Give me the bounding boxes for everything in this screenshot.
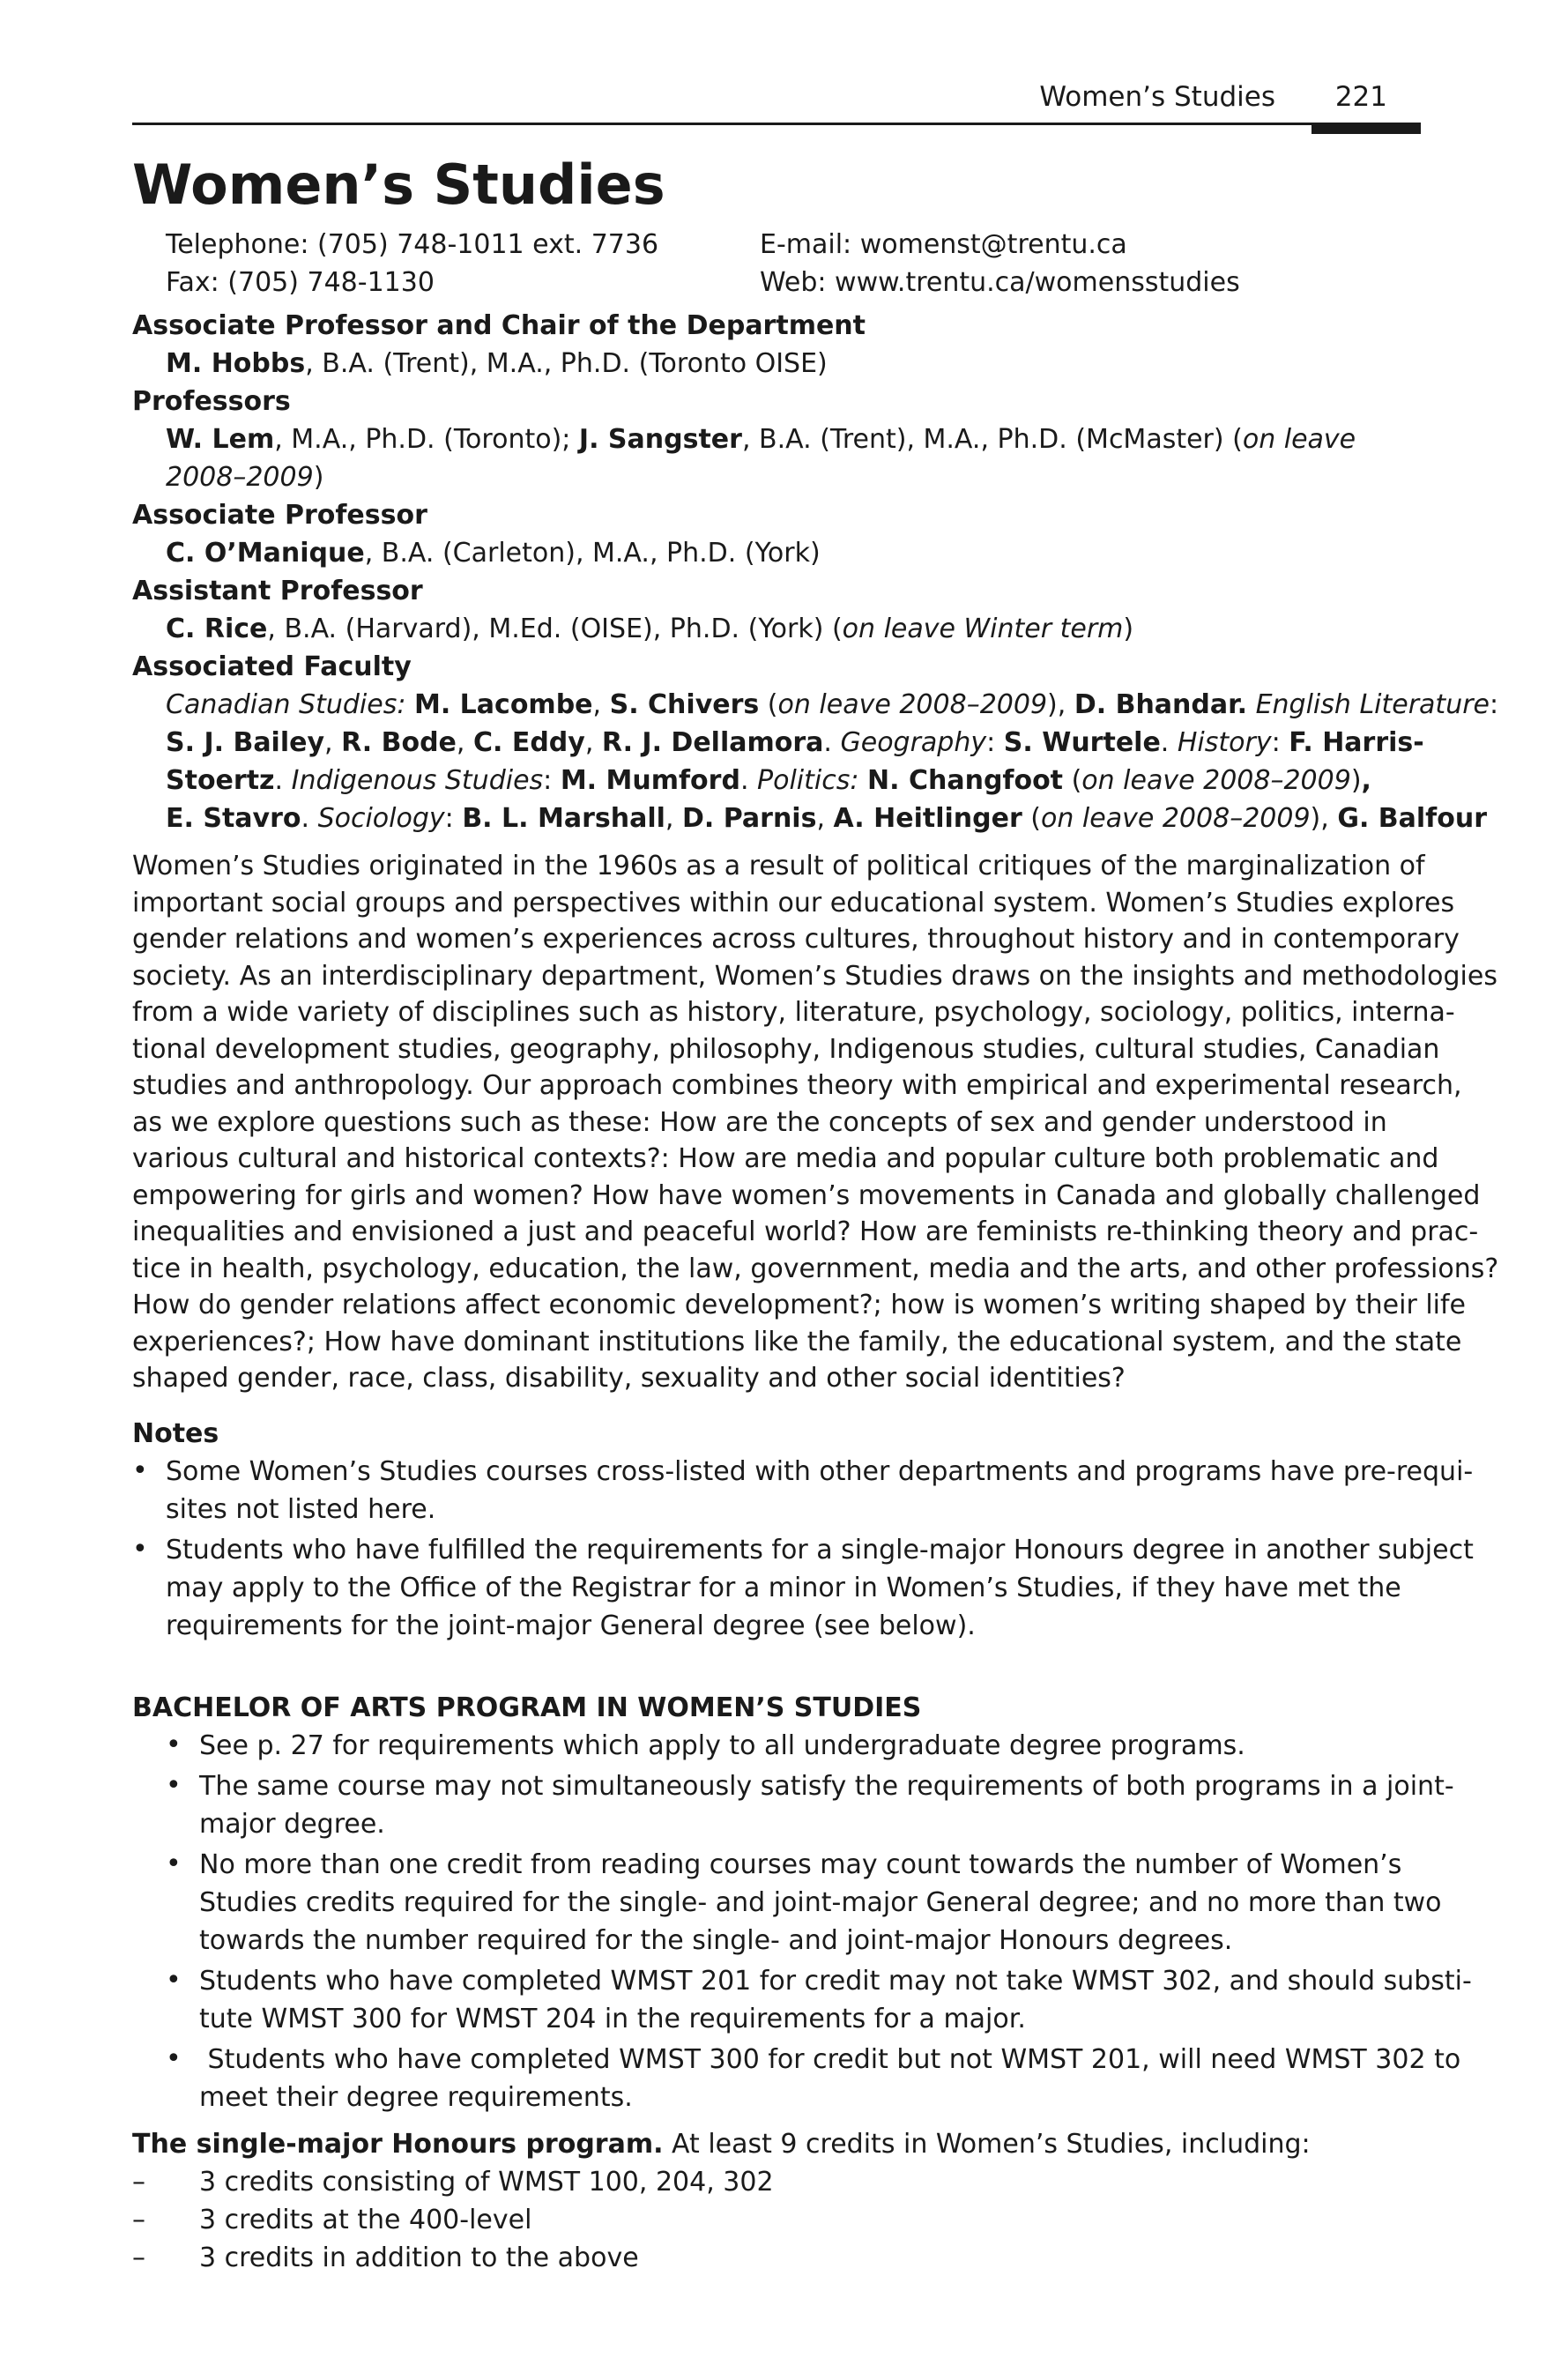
header-rule xyxy=(132,123,1421,125)
note-line: may apply to the Office of the Registrar for a minor in Women’s Studies, if they have met the xyxy=(166,1572,1401,1603)
page-content xyxy=(132,146,1499,2277)
honours-requirement-item xyxy=(132,2239,1421,2277)
faculty-name: G. Balfour xyxy=(1337,803,1488,834)
paren: ) xyxy=(1123,614,1134,644)
dash-icon: – xyxy=(132,2204,145,2235)
associated-faculty-line-4: E. Stavro. Sociology: B. L. Marshall, D. Parnis, A. Heitlinger (on leave 2008–2009), G. Balfour xyxy=(166,803,1488,834)
faculty-name: N. Changfoot xyxy=(867,765,1064,796)
discipline-label: Sociology xyxy=(317,803,445,834)
leave-note: on leave xyxy=(1242,424,1356,455)
honours-requirement-text: 3 credits at the 400-level xyxy=(199,2204,532,2235)
professors-entry-line-1 xyxy=(132,420,1421,458)
requirement-item xyxy=(166,2041,1461,2116)
faculty-name: S. Wurtele xyxy=(1003,727,1161,758)
requirement-line: meet their degree requirements. xyxy=(199,2081,633,2113)
dash-icon: – xyxy=(132,2242,145,2273)
requirement-item xyxy=(166,1767,1454,1843)
contact-block xyxy=(132,229,1421,307)
requirement-item xyxy=(166,1962,1472,2038)
running-head xyxy=(132,76,1421,122)
chair-entry xyxy=(132,345,1421,383)
bullet-icon: • xyxy=(166,1848,182,1879)
honours-requirement-text: 3 credits in addition to the above xyxy=(199,2242,639,2273)
faculty-name: A. Heitlinger xyxy=(833,803,1022,834)
associate-professor-entry xyxy=(132,534,1421,572)
discipline-label: Geography xyxy=(840,727,987,758)
discipline-label: History xyxy=(1177,727,1272,758)
faculty-name: D. Bhandar. xyxy=(1074,689,1248,720)
faculty-name: M. Lacombe xyxy=(413,689,593,720)
paragraph-line: inequalities and envisioned a just and peaceful world? How are feminists re-thinking theory and prac- xyxy=(132,1216,1479,1247)
associated-faculty-line-2: S. J. Bailey, R. Bode, C. Eddy, R. J. Dellamora. Geography: S. Wurtele. History: F. Harris- xyxy=(166,727,1424,758)
honours-requirement-item xyxy=(132,2163,1421,2201)
professors-entry-line-2 xyxy=(132,458,1421,496)
paragraph-line: shaped gender, race, class, disability, sexuality and other social identities? xyxy=(132,1363,1126,1394)
leave-years: 2008–2009 xyxy=(166,462,314,493)
associated-faculty-line-3: Stoertz. Indigenous Studies: M. Mumford. Politics: N. Changfoot (on leave 2008–2009), xyxy=(166,765,1371,796)
leave-note: on leave 2008–2009 xyxy=(1041,803,1311,834)
associated-faculty-heading: Associated Faculty xyxy=(132,651,412,682)
requirement-line: Students who have completed WMST 300 for credit but not WMST 201, will need WMST 302 to xyxy=(199,2043,1461,2075)
requirement-line: Studies credits required for the single- and joint-major General degree; and no more than two xyxy=(199,1886,1442,1918)
paragraph-line: experiences?; How have dominant institutions like the family, the educational system, and the state xyxy=(132,1326,1462,1357)
professors-heading: Professors xyxy=(132,386,291,417)
bullet-icon: • xyxy=(166,1729,182,1760)
faculty-name: Stoertz xyxy=(166,765,275,796)
bullet-icon: • xyxy=(132,1454,148,1486)
requirement-item xyxy=(166,1846,1442,1960)
honours-program-summary: At least 9 credits in Women’s Studies, including: xyxy=(663,2128,1311,2160)
chair-role-heading: Associate Professor and Chair of the Department xyxy=(132,310,866,341)
dash-icon: – xyxy=(132,2166,145,2198)
assistant-professor-heading: Assistant Professor xyxy=(132,576,423,606)
paragraph-line: Women’s Studies originated in the 1960s as a result of political critiques of the marginalization of xyxy=(132,851,1425,881)
faculty-name: E. Stavro xyxy=(166,803,301,834)
professor-name: W. Lem xyxy=(166,424,275,455)
discipline-label: Politics: xyxy=(757,765,859,796)
assistant-professor-credentials: , B.A. (Harvard), M.Ed. (OISE), Ph.D. (York) ( xyxy=(267,614,843,644)
email: E-mail: womenst@trentu.ca xyxy=(760,229,1127,260)
paragraph-line: from a wide variety of disciplines such as history, literature, psychology, sociology, politics, interna- xyxy=(132,997,1455,1028)
faculty-name: S. J. Bailey xyxy=(166,727,325,758)
fax: Fax: (705) 748-1130 xyxy=(166,267,435,298)
note-line: Students who have fulfilled the requirements for a single-major Honours degree in another subject xyxy=(166,1534,1474,1566)
paragraph-line: as we explore questions such as these: How are the concepts of sex and gender understood in xyxy=(132,1106,1387,1138)
bullet-icon: • xyxy=(166,1964,182,1996)
web-address: Web: www.trentu.ca/womensstudies xyxy=(760,267,1240,298)
note-line: requirements for the joint-major General degree (see below). xyxy=(166,1610,976,1641)
faculty-name: S. Chivers xyxy=(609,689,760,720)
paragraph-line: empowering for girls and women? How have women’s movements in Canada and globally challenged xyxy=(132,1179,1481,1211)
requirement-line: tute WMST 300 for WMST 204 in the requirements for a major. xyxy=(199,2003,1026,2034)
chair-name: M. Hobbs xyxy=(166,348,306,379)
faculty-name: M. Mumford xyxy=(560,765,740,796)
chair-credentials: , B.A. (Trent), M.A., Ph.D. (Toronto OISE) xyxy=(305,348,828,379)
paragraph-line: society. As an interdisciplinary department, Women’s Studies draws on the insights and methodologies xyxy=(132,960,1497,992)
associate-professor-heading: Associate Professor xyxy=(132,500,427,531)
professor-credentials: , B.A. (Trent), M.A., Ph.D. (McMaster) ( xyxy=(741,424,1243,455)
bullet-icon: • xyxy=(132,1533,148,1565)
page-number: 221 xyxy=(1334,81,1387,113)
honours-requirement-text: 3 credits consisting of WMST 100, 204, 302 xyxy=(199,2166,774,2198)
paragraph-line: important social groups and perspectives within our educational system. Women’s Studies explores xyxy=(132,887,1455,919)
paragraph-line: tice in health, psychology, education, the law, government, media and the arts, and other professions? xyxy=(132,1253,1499,1284)
honours-program-lead xyxy=(132,2125,1421,2163)
leave-note: on leave 2008–2009 xyxy=(1081,765,1351,796)
discipline-label: English Literature xyxy=(1255,689,1490,720)
leave-note: on leave 2008–2009 xyxy=(777,689,1048,720)
running-head-section: Women’s Studies xyxy=(1039,81,1275,113)
paragraph-line: How do gender relations affect economic development?; how is women’s writing shaped by their life xyxy=(132,1290,1467,1320)
ba-program-heading: BACHELOR OF ARTS PROGRAM IN WOMEN’S STUDIES xyxy=(132,1692,922,1723)
honours-requirement-item xyxy=(132,2201,1421,2239)
honours-requirements-list xyxy=(132,2163,1421,2277)
faculty-name: F. Harris- xyxy=(1289,727,1424,758)
associated-faculty-line-1: Canadian Studies: M. Lacombe, S. Chivers (on leave 2008–2009), D. Bhandar. English Literature: xyxy=(166,689,1499,720)
ba-program-list xyxy=(132,1727,1472,2116)
professor-credentials: , M.A., Ph.D. (Toronto); xyxy=(274,424,579,455)
faculty-name: C. Eddy xyxy=(472,727,585,758)
discipline-label: Canadian Studies: xyxy=(166,689,406,720)
assistant-professor-name: C. Rice xyxy=(166,614,268,644)
requirement-item xyxy=(166,1727,1421,1765)
note-line: sites not listed here. xyxy=(166,1493,436,1525)
note-item xyxy=(132,1453,1474,1528)
note-line: Some Women’s Studies courses cross-listed with other departments and programs have pre-requi- xyxy=(166,1455,1474,1487)
leave-note: on leave Winter term xyxy=(842,614,1124,644)
faculty-name: R. J. Dellamora xyxy=(601,727,824,758)
associate-professor-name: C. O’Manique xyxy=(166,538,365,569)
page-title: Women’s Studies xyxy=(132,152,665,217)
professor-name: J. Sangster xyxy=(578,424,742,455)
bullet-icon: • xyxy=(166,2042,182,2074)
telephone: Telephone: (705) 748-1011 ext. 7736 xyxy=(166,229,659,260)
paragraph-line: studies and anthropology. Our approach combines theory with empirical and experimental research, xyxy=(132,1070,1462,1101)
requirement-line: No more than one credit from reading courses may count towards the number of Women’s xyxy=(199,1848,1402,1880)
faculty-name: B. L. Marshall xyxy=(462,803,665,834)
requirement-line: The same course may not simultaneously satisfy the requirements of both programs in a joint- xyxy=(199,1770,1454,1802)
requirement-line: major degree. xyxy=(199,1808,385,1840)
assistant-professor-entry xyxy=(132,610,1421,648)
notes-heading: Notes xyxy=(132,1417,219,1449)
paragraph-line: tional development studies, geography, philosophy, Indigenous studies, cultural studies, Canadian xyxy=(132,1033,1440,1065)
intro-paragraph xyxy=(132,848,1499,1397)
header-tab-bar xyxy=(1312,123,1421,134)
associate-professor-credentials: , B.A. (Carleton), M.A., Ph.D. (York) xyxy=(364,538,821,569)
paragraph-line: various cultural and historical contexts?: How are media and popular culture both problematic and xyxy=(132,1143,1439,1174)
paren: ) xyxy=(313,462,324,493)
paragraph-line: gender relations and women’s experiences across cultures, throughout history and in contemporary xyxy=(132,924,1460,955)
faculty-name: R. Bode xyxy=(341,727,457,758)
bullet-icon: • xyxy=(166,1769,182,1801)
notes-list xyxy=(132,1453,1474,1645)
requirement-line: towards the number required for the single- and joint-major Honours degrees. xyxy=(199,1924,1233,1956)
note-item xyxy=(132,1531,1474,1645)
discipline-label: Indigenous Studies xyxy=(291,765,544,796)
requirement-line: Students who have completed WMST 201 for credit may not take WMST 302, and should substi- xyxy=(199,1965,1472,1997)
requirement-line: See p. 27 for requirements which apply to all undergraduate degree programs. xyxy=(199,1729,1245,1761)
faculty-name: D. Parnis xyxy=(681,803,817,834)
honours-program-title: The single-major Honours program. xyxy=(132,2128,664,2160)
